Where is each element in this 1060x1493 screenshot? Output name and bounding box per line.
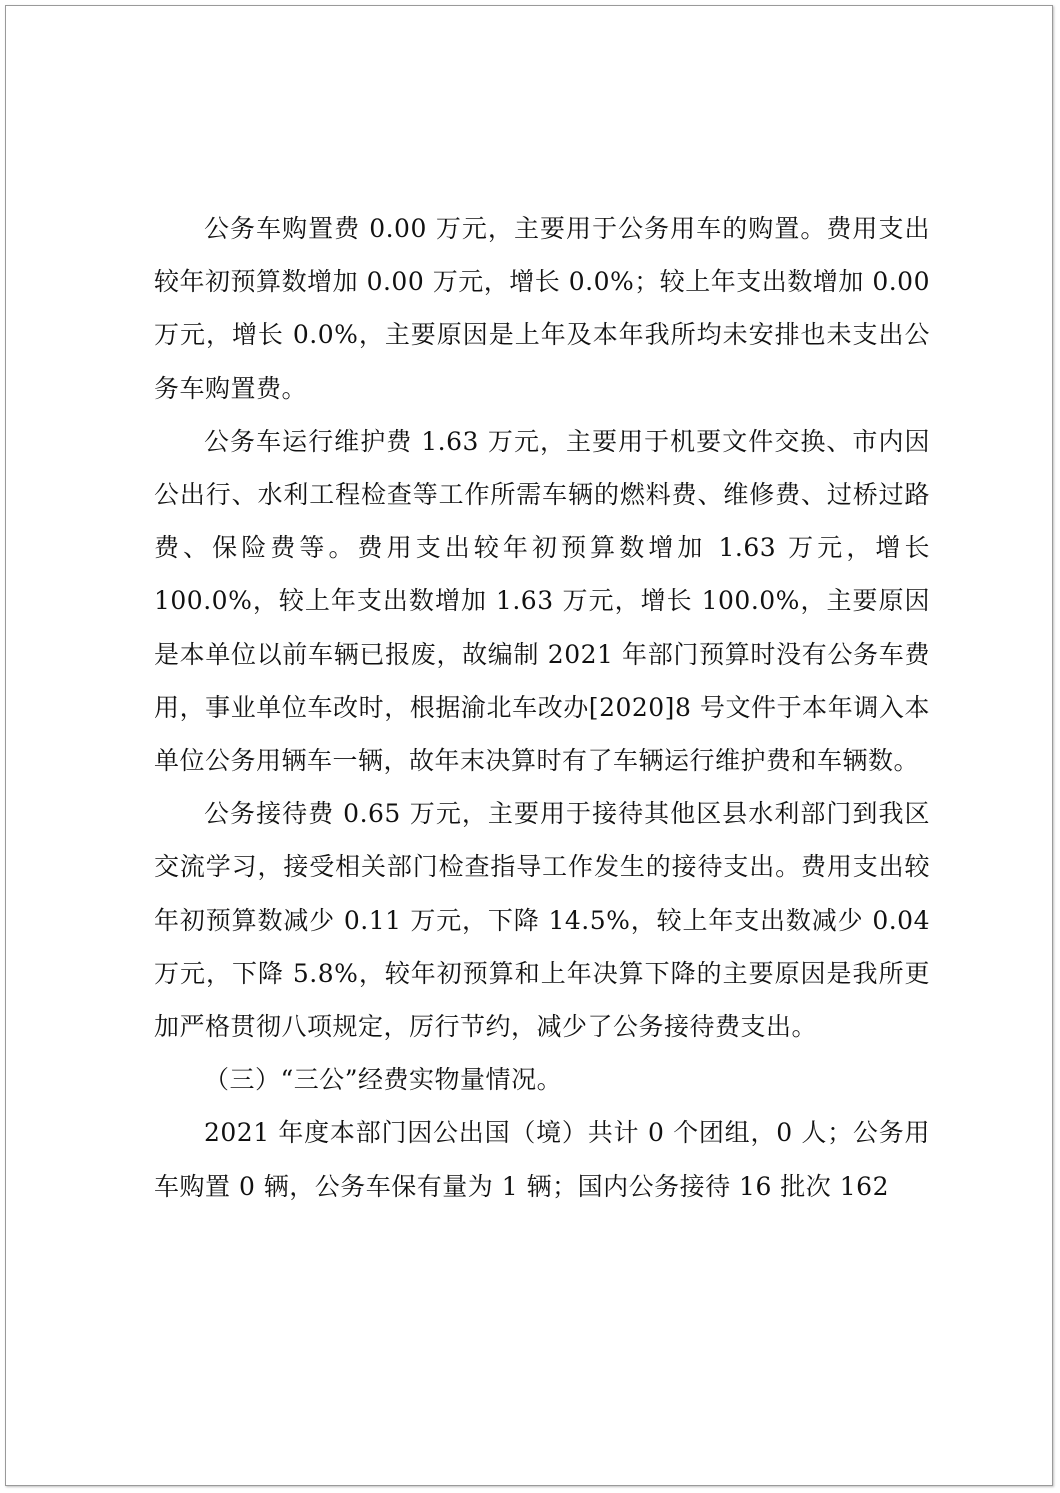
paragraph-vehicle-maintenance: 公务车运行维护费 1.63 万元，主要用于机要文件交换、市内因公出行、水利工程检查等工作所需车辆的燃料费、维修费、过桥过路费、保险费等。费用支出较年初预算数增加 1.63 万元，增长 100.0%，较上年支出数增加 1.63 万元，增长 100.0%，主要原因是本单位以前车辆已报废，故编制 2021 年部门预算时没有公务车费用，事业单位车改时，根据渝北车改办[2020]8 号文件于本年调入本单位公务用辆车一辆，故年末决算时有了车辆运行维护费和车辆数。 bbox=[154, 426, 930, 776]
paragraph-physical-quantity: 2021 年度本部门因公出国（境）共计 0 个团组，0 人；公务用车购置 0 辆，公务车保有量为 1 辆；国内公务接待 16 批次 162 bbox=[154, 1118, 930, 1201]
document-page bbox=[5, 5, 1053, 1486]
paragraph-vehicle-purchase: 公务车购置费 0.00 万元，主要用于公务用车的购置。费用支出较年初预算数增加 0.00 万元，增长 0.0%；较上年支出数增加 0.00 万元，增长 0.0%，主要原因是上年及本年我所均未安排也未支出公务车购置费。 bbox=[154, 214, 930, 403]
section-heading: （三）“三公”经费实物量情况。 bbox=[204, 1065, 563, 1095]
paragraph-official-reception: 公务接待费 0.65 万元，主要用于接待其他区县水利部门到我区交流学习，接受相关部门检查指导工作发生的接待支出。费用支出较年初预算数减少 0.11 万元，下降 14.5%，较上年支出数减少 0.04 万元，下降 5.8%，较年初预算和上年决算下降的主要原因是我所更加严格贯彻八项规定，厉行节约，减少了公务接待费支出。 bbox=[154, 799, 930, 1042]
document-body bbox=[154, 202, 930, 1213]
